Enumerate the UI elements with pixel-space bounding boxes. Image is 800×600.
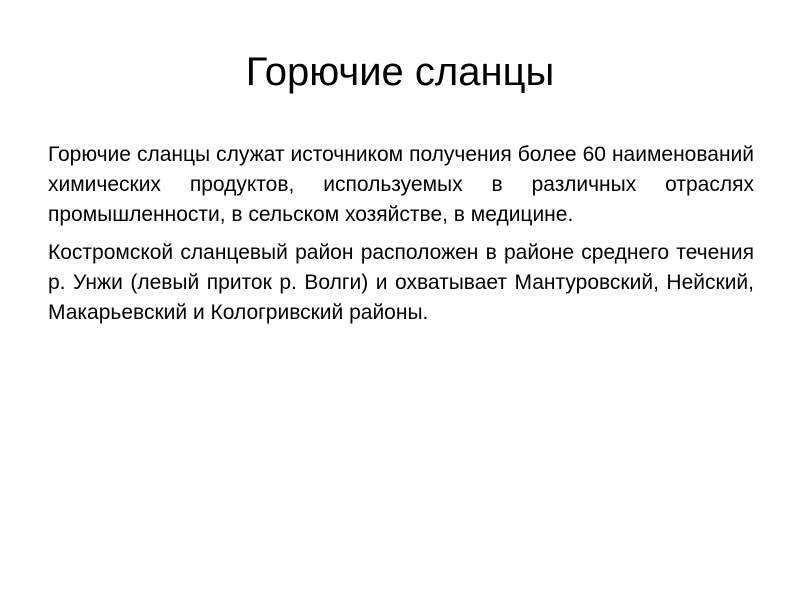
- slide-title: Горючие сланцы: [245, 50, 555, 94]
- body-paragraph-kostroma-district: Костромской сланцевый район расположен в районе среднего течения р. Унжи (левый приток р. Волги) и охватывает Мантуровский, Нейский, Макарьевский и Кологривский районы.: [48, 241, 754, 324]
- slide-body: [48, 140, 754, 336]
- body-paragraph-oil-shale-products: Горючие сланцы служат источником получения более 60 наименований химических продуктов, используемых в различных отраслях промышленности, в сельском хозяйстве, в медицине.: [48, 143, 754, 226]
